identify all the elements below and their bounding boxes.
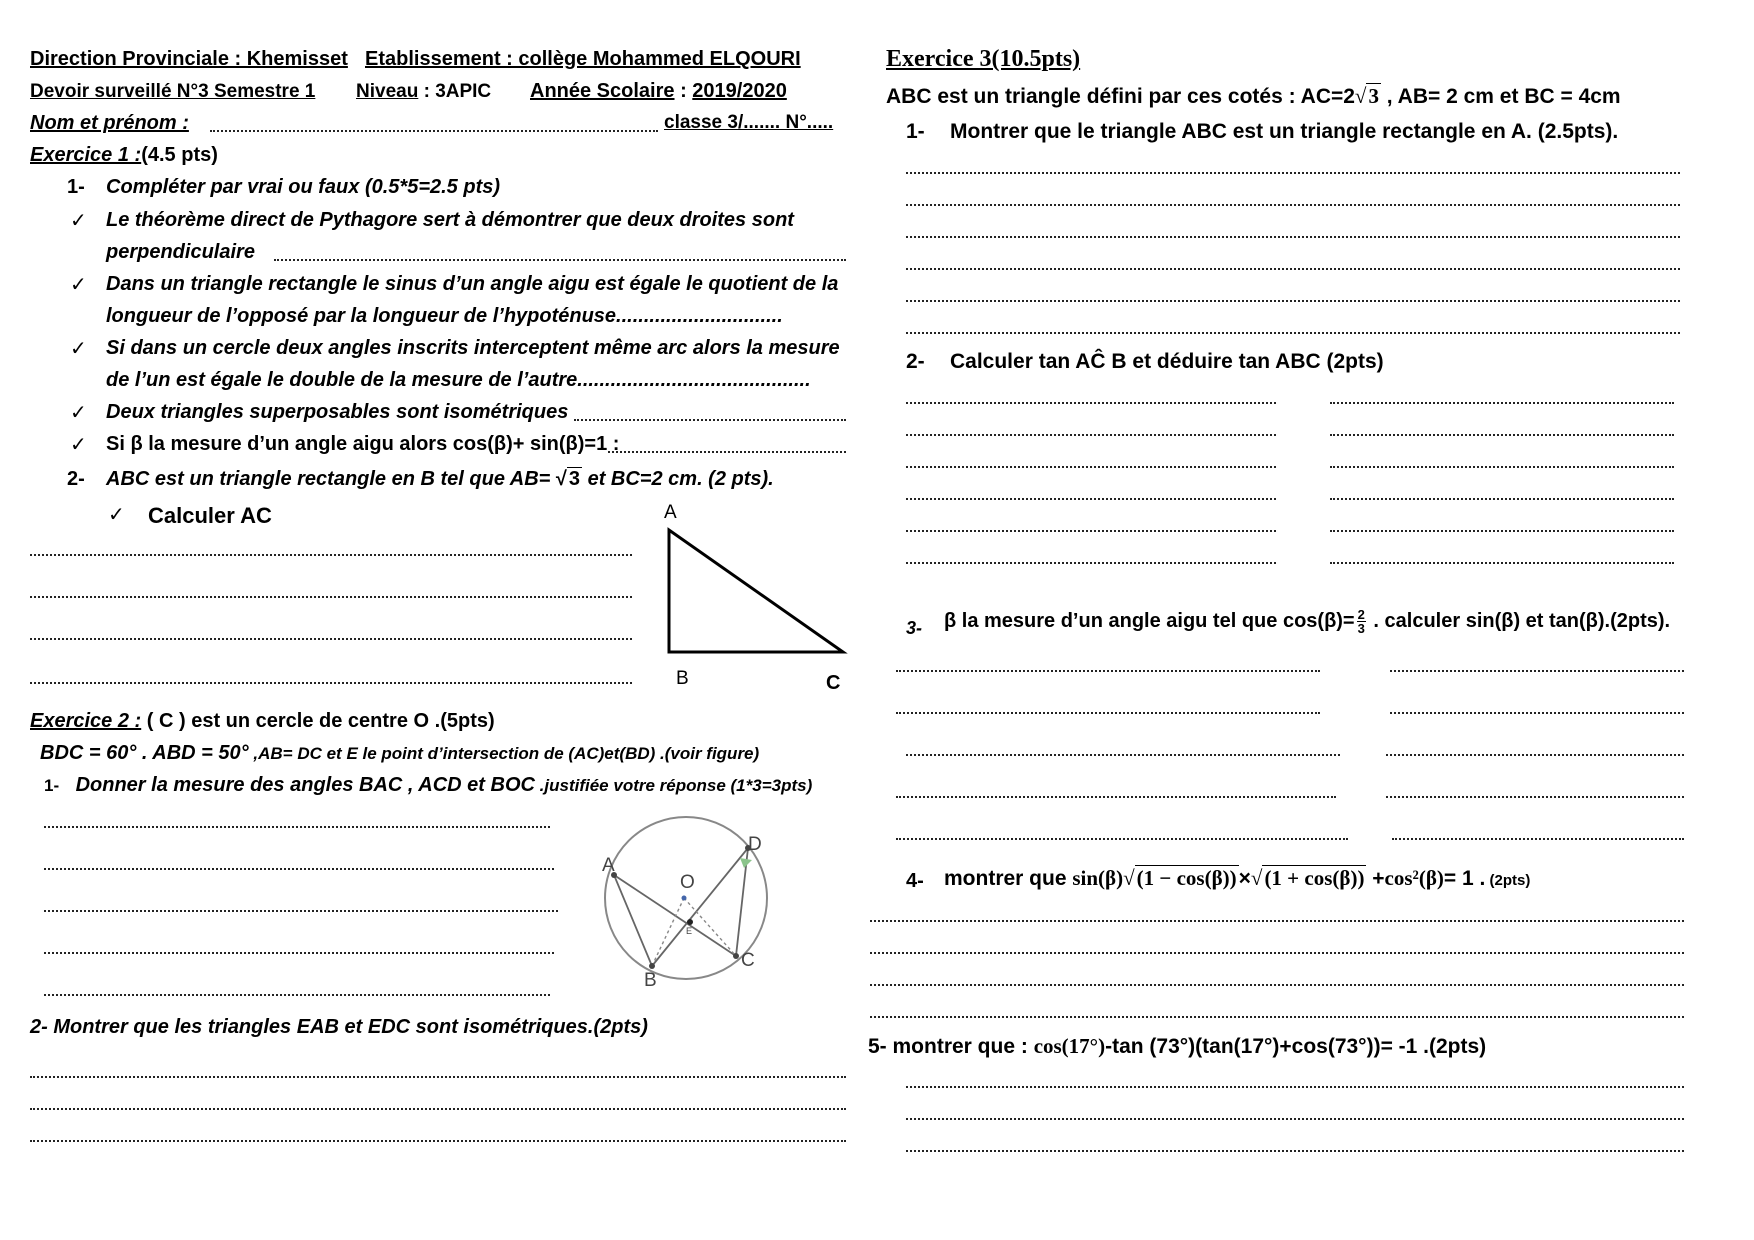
answer-line[interactable]	[896, 712, 1320, 714]
answer-line[interactable]	[906, 268, 1680, 270]
answer-line[interactable]	[30, 682, 632, 684]
ex1-q2-a: ABC est un triangle rectangle en B tel que AB=	[106, 468, 556, 490]
answer-line[interactable]	[1330, 562, 1674, 564]
circle-label-c: C	[741, 950, 755, 971]
header-devoir: Devoir surveillé N°3 Semestre 1	[30, 81, 316, 102]
ex3-q5-b: -tan (73°)(tan(17°)+cos(73°))= -1 .(2pts)	[1105, 1035, 1487, 1058]
circle-label-b: B	[644, 970, 657, 991]
answer-line[interactable]	[906, 1150, 1684, 1152]
answer-line[interactable]	[1330, 466, 1674, 468]
ex1-q1-num: 1-	[67, 176, 85, 198]
ex3-q4-times: ×	[1238, 867, 1251, 890]
answer-line[interactable]	[44, 868, 554, 870]
answer-line[interactable]	[44, 994, 550, 996]
answer-line[interactable]	[906, 498, 1276, 500]
answer-line[interactable]	[574, 419, 846, 421]
header-etablissement: Etablissement : collège Mohammed ELQOURI	[365, 48, 801, 70]
answer-line[interactable]	[1392, 838, 1684, 840]
ex1-item-4: Deux triangles superposables sont isométriques	[106, 401, 569, 423]
ex2-given-b: ,AB= DC et E le point d’intersection de (AC)et(BD) .(voir figure)	[248, 744, 760, 763]
answer-line[interactable]	[1330, 434, 1674, 436]
answer-line[interactable]	[906, 562, 1276, 564]
answer-line[interactable]	[870, 984, 1684, 986]
ex3-q4-cos2: cos²(β)	[1384, 866, 1444, 890]
ex3-intro-b: , AB= 2 cm et BC = 4cm	[1380, 85, 1621, 108]
answer-line[interactable]	[30, 638, 632, 640]
answer-line[interactable]	[1390, 712, 1684, 714]
header-annee	[530, 80, 787, 103]
ex1-item-1: Le théorème direct de Pythagore sert à démontrer que deux droites sont	[106, 209, 794, 231]
ex3-q5	[868, 1034, 1486, 1059]
check-icon: ✓	[108, 504, 125, 526]
ex3-q5-a: 5- montrer que :	[868, 1035, 1034, 1058]
answer-line[interactable]	[44, 910, 558, 912]
ex3-q4-a: montrer que	[944, 867, 1073, 890]
ex3-q3-a: β la mesure d’un angle aigu tel que cos(β)=	[944, 609, 1355, 632]
answer-line[interactable]	[1386, 796, 1684, 798]
answer-line[interactable]	[906, 1118, 1684, 1120]
answer-line[interactable]	[1330, 530, 1674, 532]
check-icon: ✓	[70, 434, 87, 456]
ex1-points: (4.5 pts)	[141, 144, 218, 166]
ex1-q2-b: et BC=2 cm. (2 pts).	[582, 468, 774, 490]
ex3-q2-num: 2-	[906, 350, 925, 373]
ex1-q2-num: 2-	[67, 468, 85, 490]
annee-value: 2019/2020	[692, 80, 787, 102]
answer-line[interactable]	[870, 1016, 1684, 1018]
ex1-item-2: Dans un triangle rectangle le sinus d’un angle aigu est égale le quotient de la	[106, 273, 839, 295]
answer-line[interactable]	[30, 1108, 846, 1110]
answer-line[interactable]	[870, 952, 1684, 954]
ex2-q1-b: .justifiée votre réponse (1*3=3pts)	[534, 776, 813, 795]
triangle-label-c: C	[826, 672, 841, 694]
answer-line[interactable]	[906, 466, 1276, 468]
answer-line[interactable]	[896, 796, 1336, 798]
ex3-q4-sin: sin(β)	[1072, 866, 1124, 890]
check-icon: ✓	[70, 338, 87, 360]
ex2-q1-a: Donner la mesure des angles BAC , ACD et BOC	[75, 774, 535, 796]
header-direction: Direction Provinciale : Khemisset	[30, 48, 348, 70]
answer-line[interactable]	[906, 300, 1680, 302]
answer-line[interactable]	[30, 596, 632, 598]
niveau-label: Niveau	[356, 81, 419, 102]
ex2-heading	[30, 710, 495, 733]
ex3-q2-text: Calculer tan AĈ B et déduire tan ABC (2pts)	[950, 350, 1384, 373]
answer-line[interactable]	[906, 530, 1276, 532]
nom-label: Nom et prénom :	[30, 112, 189, 134]
answer-line[interactable]	[1386, 754, 1684, 756]
circle-label-e: E	[686, 926, 693, 936]
ex3-q3-frac	[1357, 608, 1366, 635]
ex3-q5-cos: cos(17°)	[1033, 1034, 1106, 1058]
answer-line[interactable]	[44, 952, 554, 954]
answer-line[interactable]	[30, 1140, 846, 1142]
classe-field: classe 3/....... N°.....	[664, 112, 834, 133]
answer-line[interactable]	[906, 332, 1680, 334]
ex2-title: Exercice 2 :	[30, 710, 142, 732]
answer-line[interactable]	[870, 920, 1684, 922]
answer-line[interactable]	[906, 204, 1680, 206]
circle-label-d: D	[748, 834, 762, 855]
ex2-given-a: BDC = 60° . ABD = 50°	[40, 742, 249, 764]
header-niveau	[356, 81, 491, 103]
ex1-heading	[30, 144, 218, 167]
answer-line[interactable]	[906, 402, 1276, 404]
ex3-intro-root: 3	[1368, 84, 1379, 108]
ex3-q1-num: 1-	[906, 120, 925, 143]
ex3-q4-root1: (1 − cos(β))	[1136, 866, 1237, 890]
ex3-intro-a: ABC est un triangle défini par ces cotés : AC=2	[886, 85, 1355, 108]
frac-den: 3	[1357, 621, 1365, 636]
ex1-item-3: Si dans un cercle deux angles inscrits interceptent même arc alors la mesure	[106, 337, 840, 359]
answer-line[interactable]	[30, 554, 632, 556]
answer-line[interactable]	[896, 670, 1320, 672]
ex3-q4-root2: (1 + cos(β))	[1264, 866, 1365, 890]
niveau-value: : 3APIC	[418, 81, 492, 102]
ex3-title: Exercice 3(10.5pts)	[886, 46, 1081, 72]
answer-line[interactable]	[906, 754, 1340, 756]
answer-line[interactable]	[1330, 498, 1674, 500]
circle-figure	[594, 808, 794, 998]
check-icon: ✓	[70, 402, 87, 424]
answer-line[interactable]	[1390, 670, 1684, 672]
answer-line[interactable]	[30, 1076, 846, 1078]
ex3-q1-text: Montrer que le triangle ABC est un triangle rectangle en A. (2.5pts).	[950, 120, 1619, 143]
annee-label: Année Scolaire	[530, 80, 675, 102]
ex1-q2-text: ABC est un triangle rectangle en B tel que AB= √ 3 et BC=2 cm. (2 pts).	[106, 468, 774, 490]
ex3-q4-plus: +	[1366, 867, 1385, 890]
answer-line[interactable]	[608, 451, 846, 453]
ex3-intro: ABC est un triangle défini par ces cotés : AC=2√3 , AB= 2 cm et BC = 4cm	[886, 84, 1621, 108]
annee-sep: :	[674, 80, 693, 102]
frac-num: 2	[1357, 607, 1365, 622]
ex3-q4-num: 4-	[906, 870, 924, 892]
circle-label-a: A	[602, 855, 615, 876]
ex2-intro: ( C ) est un cercle de centre O .(5pts)	[141, 710, 495, 732]
ex3-q3-b: . calculer sin(β) et tan(β).(2pts).	[1367, 609, 1671, 632]
answer-line[interactable]	[906, 1086, 1684, 1088]
check-icon: ✓	[70, 210, 87, 232]
ex1-item-1-cont: perpendiculaire	[106, 241, 255, 263]
check-icon: ✓	[70, 274, 87, 296]
ex2-q1	[44, 774, 812, 797]
answer-line[interactable]	[906, 172, 1680, 174]
answer-line[interactable]	[1330, 402, 1674, 404]
circle-label-o: O	[680, 872, 695, 893]
ex2-given	[40, 742, 759, 765]
ex3-q4-text: montrer que sin(β)√(1 − cos(β))×√(1 + cos(β)) +cos²(β)= 1 . (2pts)	[944, 866, 1531, 890]
triangle-shape	[669, 530, 843, 652]
nom-field[interactable]	[210, 130, 658, 132]
ex2-q2: 2- Montrer que les triangles EAB et EDC sont isométriques.(2pts)	[30, 1016, 648, 1038]
ex1-q2-task: Calculer AC	[148, 503, 272, 528]
ex3-q4-pts: (2pts)	[1485, 872, 1531, 889]
ex3-q3-text	[944, 608, 1670, 635]
ex3-q3-num: 3-	[906, 618, 923, 638]
triangle-label-b: B	[676, 668, 689, 689]
ex1-q2-root: 3	[568, 468, 581, 490]
ex1-item-2-cont: longueur de l’opposé par la longueur de l’hypoténuse..............................	[106, 305, 783, 327]
ex1-item-5: Si β la mesure d’un angle aigu alors cos(β)+ sin(β)=1 :	[106, 433, 620, 455]
answer-line[interactable]	[906, 434, 1276, 436]
answer-line[interactable]	[274, 259, 846, 261]
answer-line[interactable]	[44, 826, 550, 828]
ex1-item-3-cont: de l’un est égale le double de la mesure de l’autre..........................................	[106, 369, 811, 391]
ex2-q1-num: 1-	[44, 776, 60, 795]
answer-line[interactable]	[896, 838, 1348, 840]
ex1-q1-text: Compléter par vrai ou faux (0.5*5=2.5 pts)	[106, 176, 501, 198]
answer-line[interactable]	[906, 236, 1680, 238]
triangle-label-a: A	[664, 502, 677, 523]
ex3-q4-eq: = 1 .	[1443, 867, 1486, 890]
ex1-title: Exercice 1 :	[30, 144, 142, 166]
